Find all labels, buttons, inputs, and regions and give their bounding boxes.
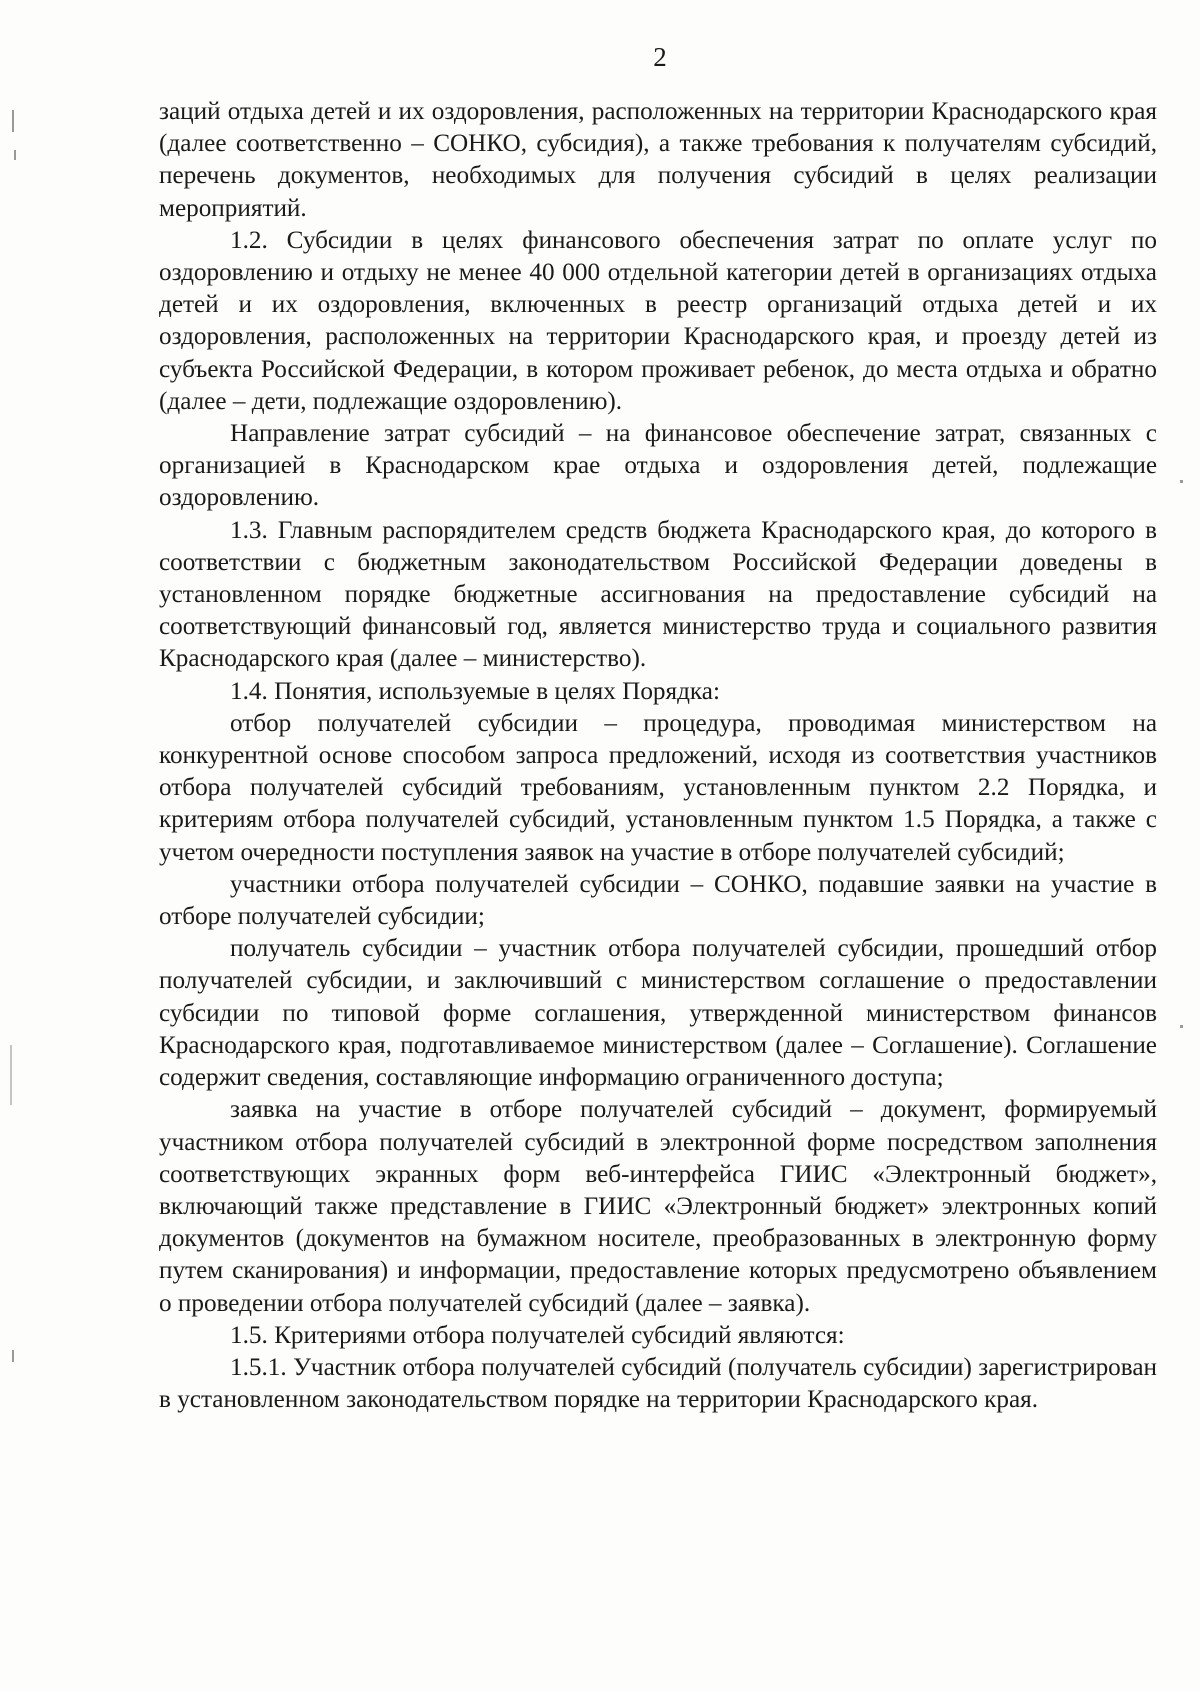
- paragraph-1-4: 1.4. Понятия, используемые в целях Порядка:: [230, 677, 720, 705]
- scan-artifact-mark: [12, 110, 14, 132]
- page-number: 2: [653, 42, 667, 72]
- paragraph-expense-direction: Направление затрат субсидий – на финансовое обеспечение затрат, связанных с организацией в Краснодарском крае отдыха и оздоровления детей, подлежащие оздоровлению.: [159, 420, 1157, 512]
- scan-artifact-mark: [1180, 1025, 1183, 1028]
- document-body: [159, 96, 1157, 1416]
- definition-application: заявка на участие в отборе получателей субсидий – документ, формируемый участником отбора получателей субсидий в электронной форме посредством заполнения соответствующих экранных форм веб-интерфейса ГИИС «Электронный бюджет», включающий также представление в ГИИС «Электронный бюджет» электронных копий документов (документов на бумажном носителе, преобразованных в электронную форму путем сканирования) и информации, предоставление которых предусмотрено объявлением о проведении отбора получателей субсидий (далее – заявка).: [159, 1096, 1157, 1317]
- scan-artifact-mark: [12, 1350, 14, 1362]
- paragraph-1-5-1: 1.5.1. Участник отбора получателей субсидий (получатель субсидии) зарегистрирован в установленном законодательством порядке на территории Краснодарского края.: [159, 1353, 1157, 1414]
- paragraph-continuation: заций отдыха детей и их оздоровления, расположенных на территории Краснодарского края (далее соответственно – СОНКО, субсидия), а также требования к получателям субсидий, перечень документов, необходимых для получения субсидий в целях реализации мероприятий.: [159, 98, 1157, 222]
- scan-artifact-mark: [1180, 480, 1183, 483]
- definition-participants: участники отбора получателей субсидии – СОНКО, подавшие заявки на участие в отборе получателей субсидии;: [159, 870, 1157, 931]
- paragraph-1-3: 1.3. Главным распорядителем средств бюджета Краснодарского края, до которого в соответствии с бюджетным законодательством Российской Федерации доведены в установленном порядке бюджетные ассигнования на предоставление субсидий на соответствующий финансовый год, является министерство труда и социального развития Краснодарского края (далее – министерство).: [159, 516, 1157, 673]
- scan-artifact-mark: [10, 1045, 12, 1105]
- paragraph-1-5: 1.5. Критериями отбора получателей субсидий являются:: [230, 1321, 845, 1349]
- definition-recipient: получатель субсидии – участник отбора получателей субсидии, прошедший отбор получателей субсидии, и заключивший с министерством соглашение о предоставлении субсидии по типовой форме соглашения, утвержденной министерством финансов Краснодарского края, подготавливаемое министерством (далее – Соглашение). Соглашение содержит сведения, составляющие информацию ограниченного доступа;: [159, 935, 1157, 1092]
- scan-artifact-mark: [14, 150, 16, 160]
- paragraph-1-2: 1.2. Субсидии в целях финансового обеспечения затрат по оплате услуг по оздоровлению и отдыху не менее 40 000 отдельной категории детей в организациях отдыха детей и их оздоровления, включенных в реестр организаций отдыха детей и их оздоровления, расположенных на территории Краснодарского края, и проезду детей из субъекта Российской Федерации, в котором проживает ребенок, до места отдыха и обратно (далее – дети, подлежащие оздоровлению).: [159, 226, 1157, 415]
- definition-selection: отбор получателей субсидии – процедура, проводимая министерством на конкурентной основе способом запроса предложений, исходя из соответствия участников отбора получателей субсидий требованиям, установленным пунктом 2.2 Порядка, и критериям отбора получателей субсидий, установленным пунктом 1.5 Порядка, а также с учетом очередности поступления заявок на участие в отборе получателей субсидий;: [159, 709, 1157, 866]
